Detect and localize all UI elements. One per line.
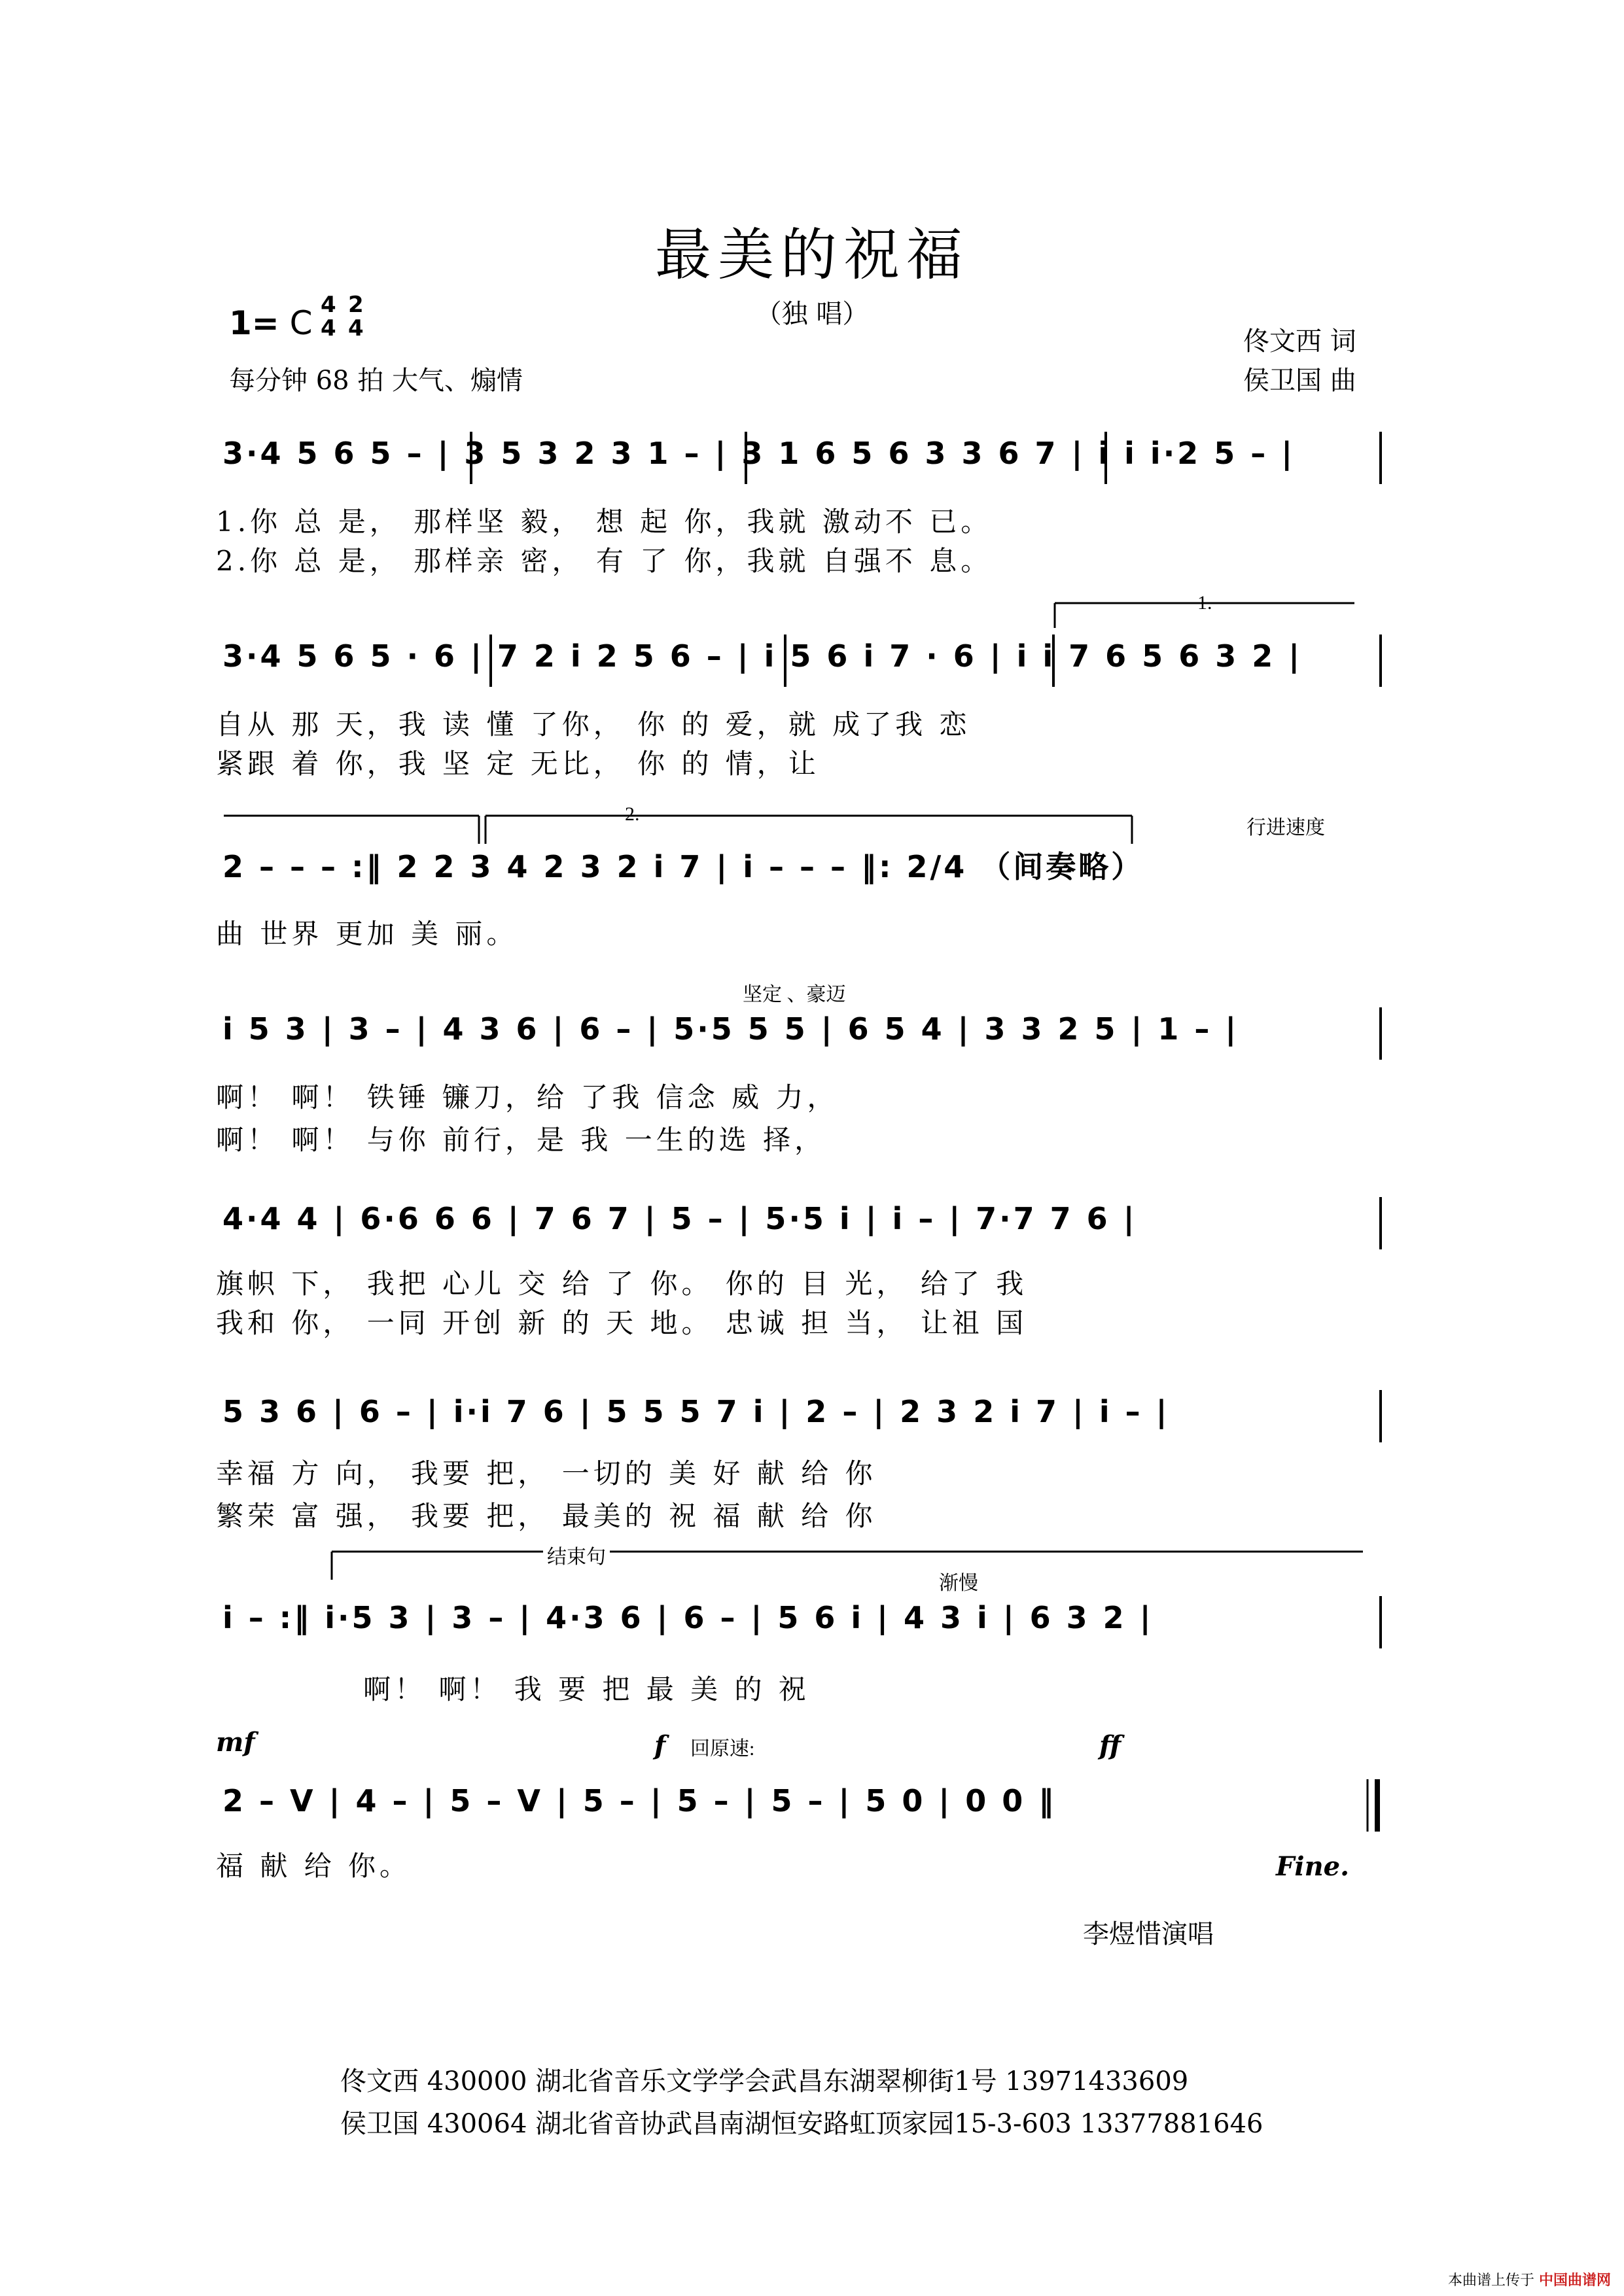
lyrics-verse-1: 幸福 方 向， 我要 把， 一切的 美 好 献 给 你 [216, 1457, 877, 1489]
dynamic-mf: mf [216, 1727, 255, 1758]
lyricist: 佟文西 词 [1243, 326, 1356, 357]
notes: 3·4 5 6 5 · 6 | 7 2 i 2 5 6 – | i 5 6 i 7 · 6 | i i 7 6 5 6 3 2 | [222, 638, 1303, 674]
staff-row-8 [209, 1773, 1387, 1832]
lyrics-verse-1: 旗帜 下， 我把 心儿 交 给 了 你。 你的 目 光， 给了 我 [216, 1268, 1028, 1300]
notes: i 5 3 | 3 – | 4 3 6 | 6 – | 5·5 5 5 | 6 5 4 | 3 3 2 5 | 1 – | [222, 1011, 1239, 1047]
contact-composer: 侯卫国 430064 湖北省音协武昌南湖恒安路虹顶家园15-3-603 13377881646 [340, 2109, 1263, 2139]
staff-row-4 [209, 1001, 1387, 1060]
ending-bracket [330, 1550, 1364, 1580]
lyrics-verse-1: 啊！ 啊！ 我 要 把 最 美 的 祝 [363, 1673, 810, 1705]
key-note: C [289, 304, 313, 342]
staff-row-1 [209, 425, 1387, 484]
lyrics-verse-1: 曲 世界 更加 美 丽。 [216, 918, 518, 950]
site-footer [1448, 2269, 1611, 2289]
dynamic-ff: ff [1099, 1730, 1121, 1761]
tempo-marking: 每分钟 68 拍 大气、煽情 [229, 366, 523, 396]
time-sig-num: 2 [348, 292, 364, 318]
lyrics-verse-2: 啊！ 啊！ 与你 前行，是 我 一生的选 择， [216, 1124, 826, 1156]
notes: 4·4 4 | 6·6 6 6 | 7 6 7 | 5 – | 5·5 i | i – | 7·7 7 6 | [222, 1201, 1137, 1236]
lyrics-verse-1: 1.你 总 是， 那样坚 毅， 想 起 你，我就 激动不 已。 [216, 506, 993, 538]
lyrics-verse-1: 福 献 给 你。 [216, 1850, 412, 1882]
upload-text: 本曲谱上传于 [1447, 2272, 1534, 2289]
site-brand: 中国曲谱网 [1538, 2272, 1611, 2289]
lyrics-verse-1: 啊！ 啊！ 铁锤 镰刀，给 了我 信念 威 力， [216, 1081, 839, 1113]
notes: 2 – – – :‖ 2 2 3 4 2 3 2 i 7 | i – – – ‖: 2/4 （间奏略） [222, 849, 1144, 884]
staff-row-3 [209, 841, 1387, 899]
key-prefix: 1= [229, 304, 279, 342]
fine-marking: Fine. [1276, 1851, 1350, 1882]
time-signature-1 [321, 293, 336, 340]
expression-mark: 坚定 、豪迈 [743, 984, 846, 1005]
lyrics-verse-2: 2.你 总 是， 那样亲 密， 有 了 你，我就 自强不 息。 [216, 545, 993, 577]
notes: 3·4 5 6 5 – | 3 5 3 2 3 1 – | 3 1 6 5 6 3 3 6 7 | i i i·2 5 – | [222, 436, 1296, 471]
subtitle: （独 唱） [755, 299, 869, 329]
time-sig-den: 4 [348, 315, 364, 341]
song-title: 最美的祝福 [655, 222, 969, 288]
tempo-change: 回原速: [690, 1738, 755, 1760]
tempo-change: 渐慢 [939, 1573, 978, 1594]
ending-label: 结束句 [543, 1540, 610, 1569]
tempo-change: 行进速度 [1246, 817, 1325, 839]
notes: 5 3 6 | 6 – | i·i 7 6 | 5 5 5 7 i | 2 – | 2 3 2 i 7 | i – | [222, 1394, 1170, 1429]
lyrics-verse-1: 自从 那 天，我 读 懂 了你， 你 的 爱，就 成了我 恋 [216, 708, 971, 740]
notes: 2 – V | 4 – | 5 – V | 5 – | 5 – | 5 – | 5 0 | 0 0 ‖ [222, 1783, 1057, 1818]
volta-label-1: 1. [1197, 592, 1212, 614]
volta-bracket-2 [222, 814, 1139, 844]
lyrics-verse-2: 繁荣 富 强， 我要 把， 最美的 祝 福 献 给 你 [216, 1500, 877, 1532]
contact-lyricist: 佟文西 430000 湖北省音乐文学学会武昌东湖翠柳街1号 13971433609 [340, 2066, 1189, 2096]
staff-row-6 [209, 1383, 1387, 1442]
volta-label-2: 2. [625, 803, 640, 825]
singer-credit: 李煜惜演唱 [1083, 1919, 1214, 1949]
time-signature-2 [348, 293, 364, 340]
key-signature [229, 304, 313, 342]
lyrics-verse-2: 紧跟 着 你，我 坚 定 无比， 你 的 情，让 [216, 748, 820, 780]
time-sig-num: 4 [321, 292, 336, 318]
notes: i – :‖ i·5 3 | 3 – | 4·3 6 | 6 – | 5 6 i | 4 3 i | 6 3 2 | [222, 1600, 1154, 1635]
lyrics-verse-2: 我和 你， 一同 开创 新 的 天 地。 忠诚 担 当， 让祖 国 [216, 1307, 1028, 1339]
composer: 侯卫国 曲 [1243, 366, 1356, 396]
staff-row-5 [209, 1191, 1387, 1249]
staff-row-2 [209, 628, 1387, 687]
time-sig-den: 4 [321, 315, 336, 341]
dynamic-f: f [654, 1730, 666, 1761]
staff-row-7 [209, 1590, 1387, 1648]
